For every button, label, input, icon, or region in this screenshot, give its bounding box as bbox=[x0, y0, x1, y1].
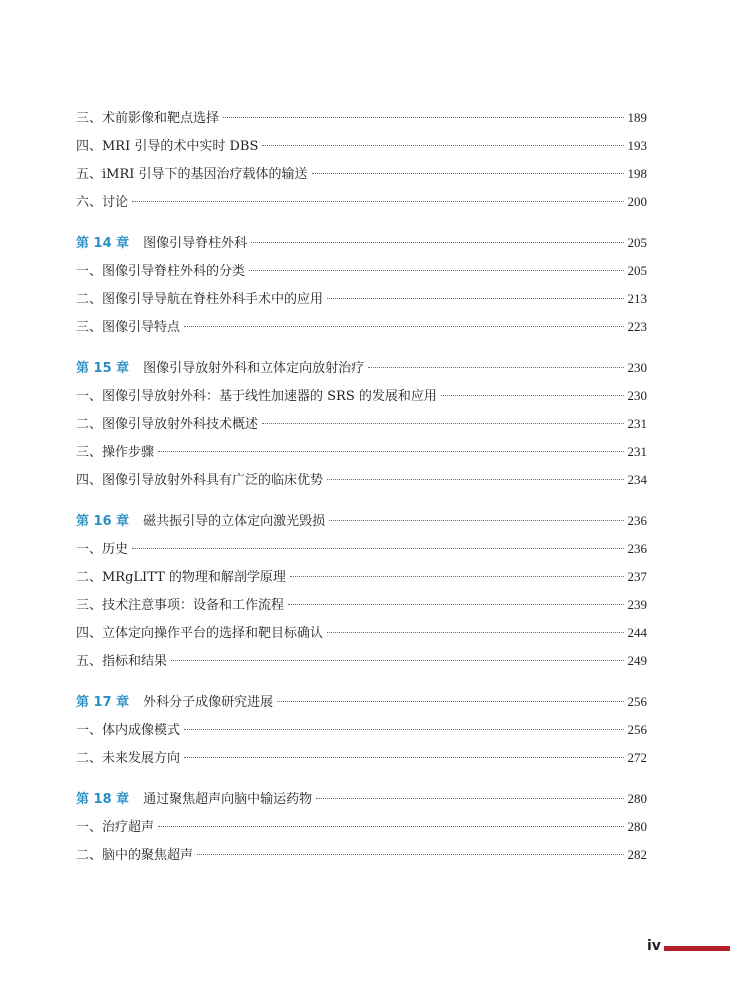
page-number: 223 bbox=[627, 319, 647, 334]
dot-leader bbox=[312, 173, 624, 174]
page-number: 236 bbox=[627, 513, 647, 528]
chapter-number: 第 17 章 bbox=[76, 695, 130, 710]
chapter-number: 第 16 章 bbox=[76, 514, 130, 529]
dot-leader bbox=[184, 729, 623, 730]
entry-title: 二、MRgLITT 的物理和解剖学原理 bbox=[76, 570, 286, 585]
page-number: 280 bbox=[627, 791, 647, 806]
toc-entry[interactable] bbox=[76, 160, 647, 188]
table-of-contents bbox=[76, 104, 647, 869]
dot-leader bbox=[197, 854, 623, 855]
toc-entry[interactable] bbox=[76, 563, 647, 591]
toc-entry[interactable] bbox=[76, 285, 647, 313]
toc-entry[interactable] bbox=[76, 188, 647, 216]
dot-leader bbox=[158, 826, 623, 827]
page-folio: iv bbox=[647, 938, 661, 954]
entry-title: 二、图像引导放射外科技术概述 bbox=[76, 417, 259, 432]
entry-title: 一、治疗超声 bbox=[76, 820, 155, 835]
toc-entry[interactable] bbox=[76, 813, 647, 841]
toc-entry[interactable] bbox=[76, 716, 647, 744]
chapter-title: 通过聚焦超声向脑中输运药物 bbox=[143, 792, 313, 807]
page-number: 256 bbox=[627, 722, 647, 737]
page-number: 205 bbox=[627, 235, 647, 250]
entry-title: 三、图像引导特点 bbox=[76, 320, 181, 335]
toc-entry[interactable] bbox=[76, 410, 647, 438]
page-number: 231 bbox=[627, 444, 647, 459]
dot-leader bbox=[316, 798, 623, 799]
dot-leader bbox=[158, 451, 623, 452]
page-number: 236 bbox=[627, 541, 647, 556]
page-number: 230 bbox=[627, 388, 647, 403]
entry-title: 五、iMRI 引导下的基因治疗载体的输送 bbox=[76, 167, 308, 182]
entry-title: 二、图像引导导航在脊柱外科手术中的应用 bbox=[76, 292, 324, 307]
chapter-number: 第 18 章 bbox=[76, 792, 130, 807]
entry-title: 二、脑中的聚焦超声 bbox=[76, 848, 194, 863]
page-number: 193 bbox=[627, 138, 647, 153]
dot-leader bbox=[223, 117, 623, 118]
entry-title: 一、图像引导放射外科：基于线性加速器的 SRS 的发展和应用 bbox=[76, 389, 437, 404]
page-number: 256 bbox=[627, 694, 647, 709]
chapter-title: 图像引导放射外科和立体定向放射治疗 bbox=[143, 361, 365, 376]
toc-entry[interactable] bbox=[76, 382, 647, 410]
chapter-number: 第 15 章 bbox=[76, 361, 130, 376]
toc-chapter-entry[interactable] bbox=[76, 688, 647, 716]
toc-entry[interactable] bbox=[76, 619, 647, 647]
page-number: 230 bbox=[627, 360, 647, 375]
page-number: 231 bbox=[627, 416, 647, 431]
entry-title: 六、讨论 bbox=[76, 195, 129, 210]
dot-leader bbox=[368, 367, 623, 368]
toc-entry[interactable] bbox=[76, 466, 647, 494]
entry-title: 三、技术注意事项：设备和工作流程 bbox=[76, 598, 285, 613]
dot-leader bbox=[171, 660, 623, 661]
dot-leader bbox=[329, 520, 623, 521]
dot-leader bbox=[327, 632, 623, 633]
toc-chapter-entry[interactable] bbox=[76, 354, 647, 382]
entry-title: 五、指标和结果 bbox=[76, 654, 168, 669]
dot-leader bbox=[184, 326, 623, 327]
chapter-title: 外科分子成像研究进展 bbox=[143, 695, 274, 710]
dot-leader bbox=[251, 242, 623, 243]
toc-entry[interactable] bbox=[76, 257, 647, 285]
entry-title: 四、立体定向操作平台的选择和靶目标确认 bbox=[76, 626, 324, 641]
dot-leader bbox=[327, 298, 623, 299]
toc-entry[interactable] bbox=[76, 535, 647, 563]
folio-accent-bar bbox=[664, 946, 730, 951]
dot-leader bbox=[327, 479, 623, 480]
entry-title: 一、体内成像模式 bbox=[76, 723, 181, 738]
page-number: 272 bbox=[627, 750, 647, 765]
toc-entry[interactable] bbox=[76, 841, 647, 869]
entry-title: 一、图像引导脊柱外科的分类 bbox=[76, 264, 246, 279]
entry-title: 一、历史 bbox=[76, 542, 129, 557]
toc-chapter-entry[interactable] bbox=[76, 785, 647, 813]
entry-title: 三、操作步骤 bbox=[76, 445, 155, 460]
dot-leader bbox=[262, 423, 623, 424]
page-number: 237 bbox=[627, 569, 647, 584]
entry-title: 三、术前影像和靶点选择 bbox=[76, 111, 220, 126]
page-number: 249 bbox=[627, 653, 647, 668]
dot-leader bbox=[277, 701, 623, 702]
page-number: 200 bbox=[627, 194, 647, 209]
toc-entry[interactable] bbox=[76, 591, 647, 619]
dot-leader bbox=[184, 757, 623, 758]
page-number: 282 bbox=[627, 847, 647, 862]
chapter-title: 磁共振引导的立体定向激光毁损 bbox=[143, 514, 326, 529]
dot-leader bbox=[132, 201, 623, 202]
toc-entry[interactable] bbox=[76, 104, 647, 132]
dot-leader bbox=[262, 145, 623, 146]
page-number: 280 bbox=[627, 819, 647, 834]
dot-leader bbox=[290, 576, 624, 577]
dot-leader bbox=[288, 604, 623, 605]
chapter-title: 图像引导脊柱外科 bbox=[143, 236, 248, 251]
page-number: 205 bbox=[627, 263, 647, 278]
page-number: 189 bbox=[627, 110, 647, 125]
dot-leader bbox=[249, 270, 623, 271]
chapter-number: 第 14 章 bbox=[76, 236, 130, 251]
dot-leader bbox=[132, 548, 623, 549]
page-number: 239 bbox=[627, 597, 647, 612]
entry-title: 四、MRI 引导的术中实时 DBS bbox=[76, 139, 259, 154]
dot-leader bbox=[441, 395, 624, 396]
toc-entry[interactable] bbox=[76, 744, 647, 772]
toc-entry[interactable] bbox=[76, 647, 647, 675]
toc-entry[interactable] bbox=[76, 132, 647, 160]
page-number: 213 bbox=[627, 291, 647, 306]
page-number: 234 bbox=[627, 472, 647, 487]
entry-title: 二、未来发展方向 bbox=[76, 751, 181, 766]
entry-title: 四、图像引导放射外科具有广泛的临床优势 bbox=[76, 473, 324, 488]
toc-entry[interactable] bbox=[76, 438, 647, 466]
page-number: 244 bbox=[627, 625, 647, 640]
page-number: 198 bbox=[627, 166, 647, 181]
toc-chapter-entry[interactable] bbox=[76, 507, 647, 535]
toc-entry[interactable] bbox=[76, 313, 647, 341]
toc-chapter-entry[interactable] bbox=[76, 229, 647, 257]
